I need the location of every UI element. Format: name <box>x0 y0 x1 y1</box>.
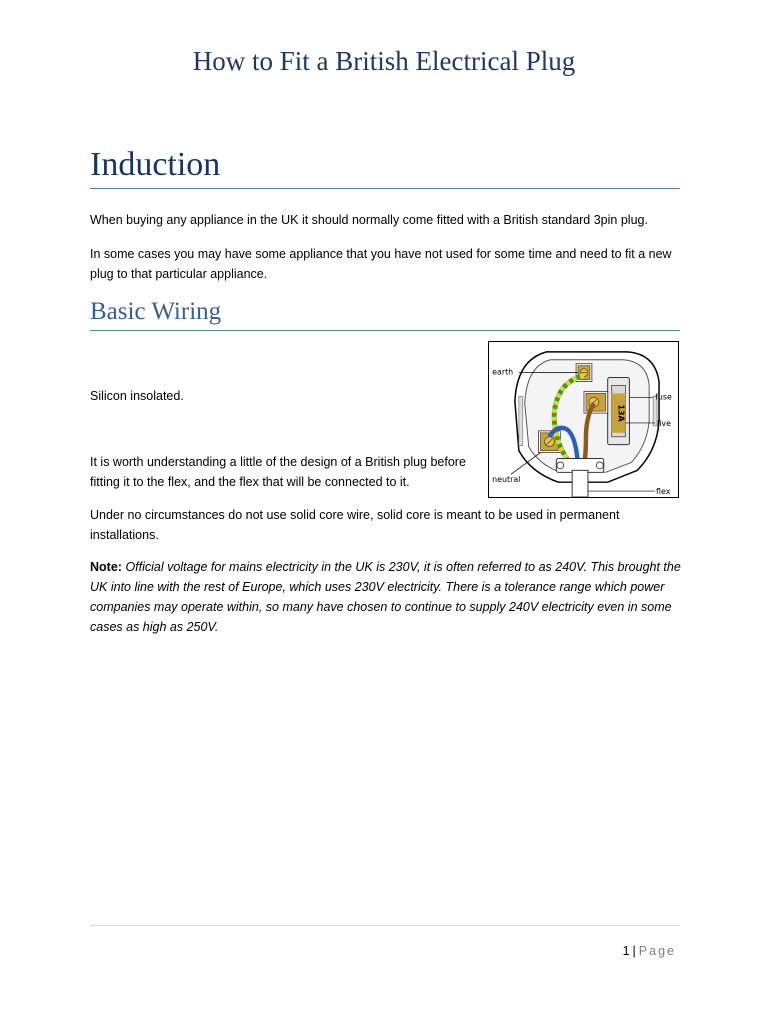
plug-wiring-diagram <box>488 341 679 498</box>
plug-diagram-svg <box>489 342 678 497</box>
flex-label: flex <box>656 487 671 497</box>
heading-induction: Induction <box>90 146 680 189</box>
induction-paragraph-2: In some cases you may have some appliance that you have not used for some time and need to fit a new plug to that particular appliance. <box>90 247 672 281</box>
wiring-paragraph-3: Under no circumstances do not use solid core wire, solid core is meant to be used in permanent installations. <box>90 508 620 542</box>
cable-grip-screw-left-icon <box>557 462 564 469</box>
page-number: 1 <box>622 944 630 958</box>
plug-left-slot <box>519 396 523 445</box>
induction-paragraph-1: When buying any appliance in the UK it should normally come fitted with a British standard 3pin plug. <box>90 213 648 227</box>
footer-divider <box>90 925 680 926</box>
fuse-rating-label: 13A <box>616 404 626 422</box>
fuse-label: fuse <box>655 392 672 402</box>
cable-grip-screw-right-icon <box>596 462 603 469</box>
document-title: How to Fit a British Electrical Plug <box>192 46 576 76</box>
neutral-label: neutral <box>492 475 521 485</box>
note-text: Official voltage for mains electricity in the UK is 230V, it is often referred to as 240V. This brought the UK into line with the rest of Europe, which uses 230V electricity. There is a tolerance range which power companies may operate within, so many have chosen to continue to supply 240V electricity even in some cases as high as 250V. <box>90 560 681 634</box>
heading-basic-wiring: Basic Wiring <box>90 298 680 331</box>
live-label: live <box>657 418 671 428</box>
earth-label: earth <box>492 367 514 377</box>
wiring-paragraph-2: It is worth understanding a little of the design of a British plug before fitting it to the flex, and the flex that will be connected to it. <box>90 455 466 489</box>
note-paragraph <box>90 557 682 637</box>
page-word: Page <box>638 944 676 958</box>
footer-separator: | <box>632 944 636 958</box>
wiring-paragraph-1: Silicon insolated. <box>90 389 184 403</box>
flex-cable <box>572 470 588 497</box>
note-label: Note: <box>90 560 122 574</box>
page-footer <box>623 944 676 958</box>
